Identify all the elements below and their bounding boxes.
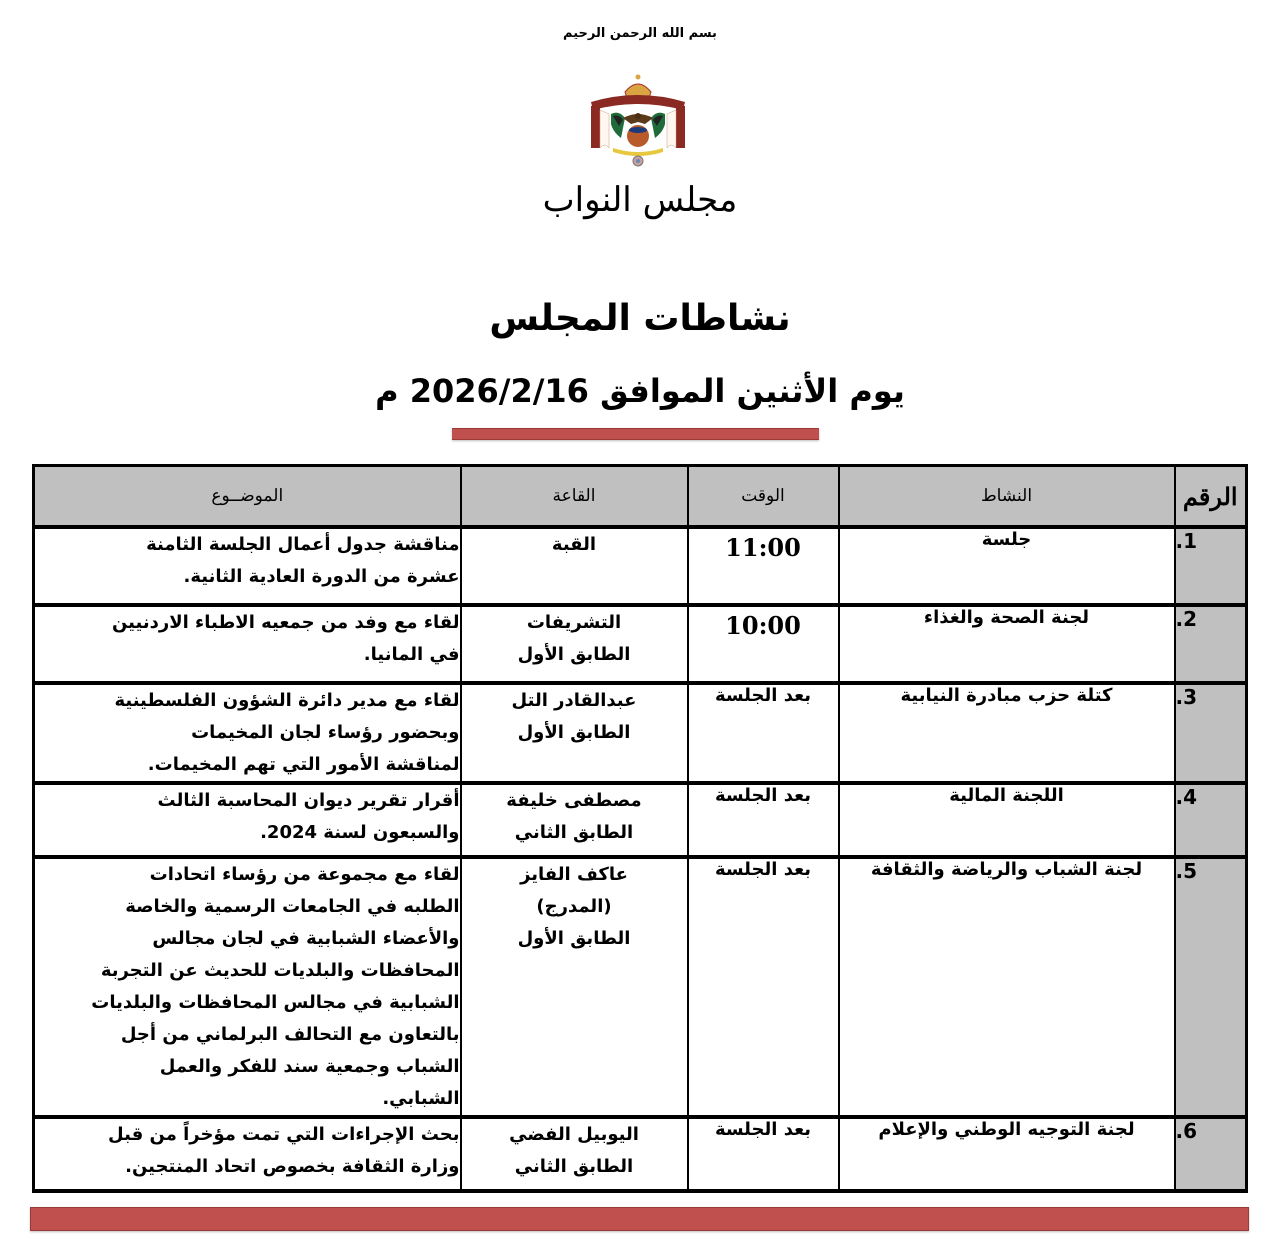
- hall-line: الطابق الثاني: [514, 1156, 634, 1177]
- header-time: الوقت: [688, 466, 839, 528]
- table-row: [34, 683, 1247, 783]
- row-topic: [34, 683, 461, 783]
- row-number: .6: [1175, 1117, 1247, 1191]
- activities-table: [32, 464, 1248, 1193]
- row-hall: [461, 683, 688, 783]
- row-number: .4: [1175, 783, 1247, 857]
- hall-line: عاكف الفايز: [520, 864, 628, 885]
- page-title: نشاطات المجلس: [489, 298, 791, 339]
- table-row: [34, 527, 1247, 605]
- table-row: [34, 783, 1247, 857]
- header-hall: القاعة: [461, 466, 688, 528]
- hall-line: الطابق الثاني: [514, 822, 634, 843]
- header-number: الرقم: [1175, 466, 1247, 528]
- parliament-name-calligraphy: مجلس النواب: [542, 180, 738, 220]
- row-hall: [461, 1117, 688, 1191]
- topic-line: أقرار تقرير ديوان المحاسبة الثالث: [157, 790, 460, 811]
- footer-divider-bar: [30, 1207, 1249, 1231]
- hall-line: الطابق الأول: [517, 928, 631, 949]
- row-time: بعد الجلسة: [688, 683, 839, 783]
- row-time: 11:00: [688, 527, 839, 605]
- row-topic: [34, 857, 461, 1117]
- table-row: [34, 605, 1247, 683]
- row-time: بعد الجلسة: [688, 1117, 839, 1191]
- row-topic: [34, 605, 461, 683]
- row-activity: جلسة: [839, 527, 1175, 605]
- hall-line: الطابق الأول: [517, 722, 631, 743]
- topic-line: لقاء مع مجموعة من رؤساء اتحادات: [149, 864, 460, 885]
- hall-line: التشريفات: [526, 612, 622, 633]
- table-header-row: [34, 466, 1247, 528]
- topic-line: لقاء مع وفد من جمعيه الاطباء الاردنيين: [111, 612, 460, 633]
- row-activity: لجنة التوجيه الوطني والإعلام: [839, 1117, 1175, 1191]
- topic-line: مناقشة جدول أعمال الجلسة الثامنة: [146, 534, 460, 555]
- topic-line: في المانيا.: [363, 644, 460, 665]
- row-activity: لجنة الشباب والرياضة والثقافة: [839, 857, 1175, 1117]
- hall-line: (المدرج): [536, 896, 612, 917]
- row-time: بعد الجلسة: [688, 857, 839, 1117]
- topic-line: المحافظات والبلديات للحديث عن التجربة: [100, 960, 460, 981]
- row-activity: كتلة حزب مبادرة النيابية: [839, 683, 1175, 783]
- hall-line: عبدالقادر التل: [511, 690, 637, 711]
- header-activity: النشاط: [839, 466, 1175, 528]
- row-hall: [461, 857, 688, 1117]
- topic-line: والأعضاء الشبابية في لجان مجالس: [152, 928, 460, 949]
- page-date: يوم الأثنين الموافق 2026/2/16 م: [375, 372, 905, 410]
- jordan-coat-of-arms-icon: [583, 70, 693, 170]
- row-hall: [461, 527, 688, 605]
- row-number: .1: [1175, 527, 1247, 605]
- hall-line: الطابق الأول: [517, 644, 631, 665]
- row-time: بعد الجلسة: [688, 783, 839, 857]
- row-hall: [461, 783, 688, 857]
- topic-line: بالتعاون مع التحالف البرلماني من أجل: [120, 1024, 460, 1045]
- row-topic: [34, 527, 461, 605]
- topic-line: وزارة الثقافة بخصوص اتحاد المنتجين.: [125, 1156, 460, 1177]
- row-activity: لجنة الصحة والغذاء: [839, 605, 1175, 683]
- hall-line: مصطفى خليفة: [506, 790, 642, 811]
- table-row: [34, 1117, 1247, 1191]
- row-number: .3: [1175, 683, 1247, 783]
- hall-line: القبة: [551, 534, 597, 555]
- row-activity: اللجنة المالية: [839, 783, 1175, 857]
- topic-line: الشبابية في مجالس المحافظات والبلديات: [91, 992, 460, 1013]
- topic-line: وبحضور رؤساء لجان المخيمات: [191, 722, 460, 743]
- row-hall: [461, 605, 688, 683]
- title-underline-divider: [452, 428, 819, 440]
- hall-line: اليوبيل الفضي: [509, 1124, 639, 1145]
- row-topic: [34, 783, 461, 857]
- topic-line: عشرة من الدورة العادية الثانية.: [183, 566, 460, 587]
- topic-line: والسبعون لسنة 2024.: [260, 822, 460, 843]
- topic-line: الشبابي.: [382, 1088, 460, 1109]
- basmala-text: بسم الله الرحمن الرحيم: [563, 26, 717, 41]
- row-number: .2: [1175, 605, 1247, 683]
- topic-line: لقاء مع مدير دائرة الشؤون الفلسطينية: [114, 690, 460, 711]
- row-number: .5: [1175, 857, 1247, 1117]
- topic-line: بحث الإجراءات التي تمت مؤخراً من قبل: [108, 1124, 460, 1145]
- topic-line: الطلبه في الجامعات الرسمية والخاصة: [125, 896, 460, 917]
- topic-line: الشباب وجمعية سند للفكر والعمل: [159, 1056, 460, 1077]
- row-time: 10:00: [688, 605, 839, 683]
- topic-line: لمناقشة الأمور التي تهم المخيمات.: [147, 754, 460, 775]
- row-topic: [34, 1117, 461, 1191]
- table-row: [34, 857, 1247, 1117]
- header-topic: الموضــوع: [34, 466, 461, 528]
